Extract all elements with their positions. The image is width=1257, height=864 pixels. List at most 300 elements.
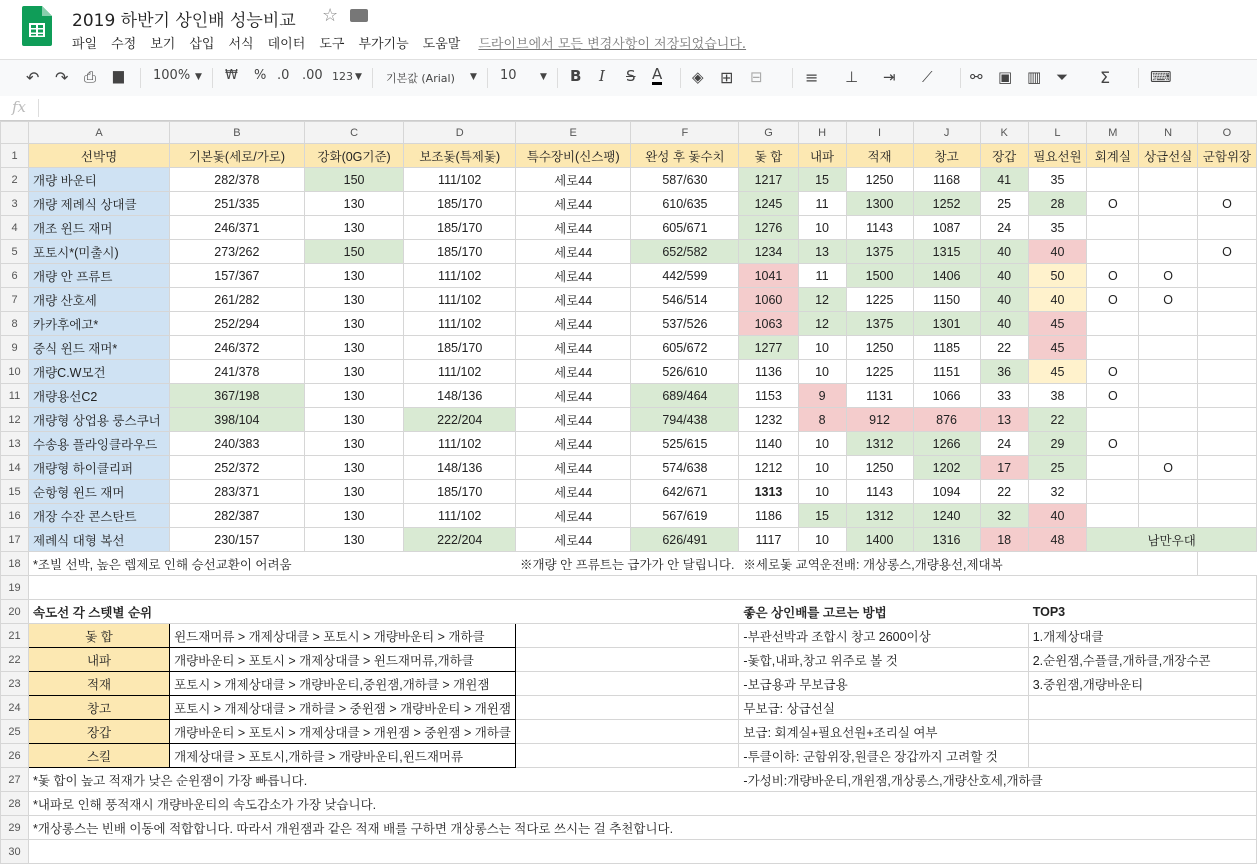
table-cell[interactable]: 282/387	[170, 504, 305, 528]
table-cell[interactable]: 세로44	[515, 168, 630, 192]
table-cell[interactable]: 세로44	[515, 432, 630, 456]
table-cell[interactable]	[515, 696, 738, 720]
header-cell[interactable]: 군함위장	[1197, 144, 1256, 168]
ranking-order[interactable]: 포토시 > 개제상대클 > 개량바운티,중윈잼,개하클 > 개윈잼	[170, 672, 516, 696]
table-cell[interactable]: 1066	[913, 384, 980, 408]
table-cell[interactable]: 15	[798, 504, 846, 528]
row-number[interactable]: 11	[1, 384, 29, 408]
table-cell[interactable]: 367/198	[170, 384, 305, 408]
table-cell[interactable]: 개량 산호세	[29, 288, 170, 312]
column-header[interactable]: H	[798, 122, 846, 144]
table-cell[interactable]: O	[1087, 384, 1139, 408]
table-cell[interactable]: 1406	[913, 264, 980, 288]
link-icon[interactable]: ⚯	[970, 68, 983, 86]
table-cell[interactable]: 610/635	[631, 192, 739, 216]
table-cell[interactable]: 150	[304, 240, 404, 264]
note-cell[interactable]: ※세로돛 교역운전배: 개상롱스,개량용선,제대복	[739, 552, 1198, 576]
table-cell[interactable]: 10	[798, 360, 846, 384]
table-cell[interactable]: 1225	[846, 360, 913, 384]
table-cell[interactable]: 240/383	[170, 432, 305, 456]
table-cell[interactable]: 185/170	[404, 192, 515, 216]
spreadsheet-grid[interactable]	[0, 121, 1257, 858]
table-cell[interactable]: 24	[980, 432, 1028, 456]
header-cell[interactable]: 선박명	[29, 144, 170, 168]
table-cell[interactable]: 222/204	[404, 528, 515, 552]
table-cell[interactable]	[1087, 216, 1139, 240]
header-cell[interactable]: 상급선실	[1139, 144, 1198, 168]
font-size-select[interactable]: 10	[500, 68, 517, 83]
table-cell[interactable]: 252/294	[170, 312, 305, 336]
table-cell[interactable]: 185/170	[404, 336, 515, 360]
table-cell[interactable]	[1087, 504, 1139, 528]
table-cell[interactable]: 22	[980, 480, 1028, 504]
header-cell[interactable]: 특수장비(신스팽)	[515, 144, 630, 168]
table-cell[interactable]: 574/638	[631, 456, 739, 480]
row-number[interactable]: 1	[1, 144, 29, 168]
filter-icon[interactable]: ⏷	[1056, 68, 1069, 86]
table-cell[interactable]: 130	[304, 312, 404, 336]
table-cell[interactable]: 246/371	[170, 216, 305, 240]
column-header[interactable]: N	[1139, 122, 1198, 144]
section-title[interactable]: TOP3	[1028, 600, 1256, 624]
row-number[interactable]: 20	[1, 600, 29, 624]
table-cell[interactable]: 개량형 상업용 룽스쿠너	[29, 408, 170, 432]
table-cell[interactable]: 세로44	[515, 312, 630, 336]
table-cell[interactable]: 185/170	[404, 480, 515, 504]
table-cell[interactable]: 642/671	[631, 480, 739, 504]
table-cell[interactable]: 33	[980, 384, 1028, 408]
top3-cell[interactable]: 1.개제상대클	[1028, 624, 1256, 648]
table-cell[interactable]: 1131	[846, 384, 913, 408]
increase-decimal-button[interactable]: .00	[302, 68, 323, 83]
table-cell[interactable]: 587/630	[631, 168, 739, 192]
note-cell[interactable]: *조빌 선박, 높은 렙제로 인해 승선교환이 어려움	[29, 552, 516, 576]
functions-icon[interactable]: Σ	[1100, 68, 1111, 87]
table-cell[interactable]: 626/491	[631, 528, 739, 552]
column-header[interactable]: D	[404, 122, 515, 144]
column-header[interactable]: M	[1087, 122, 1139, 144]
tip-cell[interactable]: 보급: 회계실+필요선원+조리실 여부	[739, 720, 1028, 744]
table-cell[interactable]: 중식 윈드 재머*	[29, 336, 170, 360]
table-cell[interactable]: 246/372	[170, 336, 305, 360]
table-cell[interactable]: 1312	[846, 504, 913, 528]
table-cell[interactable]: 251/335	[170, 192, 305, 216]
header-cell[interactable]: 장갑	[980, 144, 1028, 168]
column-header[interactable]: B	[170, 122, 305, 144]
table-cell[interactable]: 22	[980, 336, 1028, 360]
table-cell[interactable]: 40	[980, 240, 1028, 264]
header-cell[interactable]: 기본돛(세로/가로)	[170, 144, 305, 168]
table-cell[interactable]: 283/371	[170, 480, 305, 504]
table-cell[interactable]: 40	[1028, 240, 1087, 264]
row-number[interactable]: 30	[1, 840, 29, 864]
table-cell[interactable]: 29	[1028, 432, 1087, 456]
table-cell[interactable]: 1063	[739, 312, 798, 336]
menu-edit[interactable]: 수정	[111, 37, 137, 52]
paint-format-icon[interactable]: ▆	[113, 68, 124, 84]
row-number[interactable]: 9	[1, 336, 29, 360]
table-cell[interactable]: 1245	[739, 192, 798, 216]
table-cell[interactable]: 32	[1028, 480, 1087, 504]
row-number[interactable]: 22	[1, 648, 29, 672]
table-cell[interactable]: 111/102	[404, 504, 515, 528]
ranking-stat[interactable]: 돛 합	[29, 624, 170, 648]
table-cell[interactable]	[1197, 408, 1256, 432]
header-cell[interactable]: 내파	[798, 144, 846, 168]
table-cell[interactable]	[1139, 312, 1198, 336]
table-cell[interactable]: 수송용 플라잉클라우드	[29, 432, 170, 456]
table-cell[interactable]: 13	[980, 408, 1028, 432]
table-cell[interactable]: 1252	[913, 192, 980, 216]
row-number[interactable]: 19	[1, 576, 29, 600]
select-all-corner[interactable]	[1, 122, 29, 144]
redo-icon[interactable]: ↷	[55, 68, 69, 87]
table-cell[interactable]: 111/102	[404, 432, 515, 456]
table-cell[interactable]: 794/438	[631, 408, 739, 432]
table-cell[interactable]: 10	[798, 216, 846, 240]
table-cell[interactable]: 130	[304, 192, 404, 216]
table-cell[interactable]: 38	[1028, 384, 1087, 408]
table-cell[interactable]: 1094	[913, 480, 980, 504]
menu-insert[interactable]: 삽입	[189, 37, 215, 52]
table-cell[interactable]: 130	[304, 432, 404, 456]
table-cell[interactable]: 1143	[846, 216, 913, 240]
table-cell[interactable]: 241/378	[170, 360, 305, 384]
ranking-order[interactable]: 포토시 > 개제상대클 > 개하클 > 중윈잼 > 개량바운티 > 개윈잼	[170, 696, 516, 720]
table-cell[interactable]: O	[1087, 264, 1139, 288]
table-cell[interactable]: 222/204	[404, 408, 515, 432]
ranking-stat[interactable]: 스킬	[29, 744, 170, 768]
table-cell[interactable]: O	[1139, 456, 1198, 480]
table-cell[interactable]: 12	[798, 288, 846, 312]
header-cell[interactable]: 창고	[913, 144, 980, 168]
row-number[interactable]: 27	[1, 768, 29, 792]
table-cell[interactable]: 세로44	[515, 480, 630, 504]
table-cell[interactable]: 1276	[739, 216, 798, 240]
currency-button[interactable]: ₩	[225, 68, 238, 83]
table-cell[interactable]: 세로44	[515, 408, 630, 432]
table-cell[interactable]: 개량형 하이클리퍼	[29, 456, 170, 480]
column-header[interactable]: I	[846, 122, 913, 144]
table-cell[interactable]: 546/514	[631, 288, 739, 312]
table-cell[interactable]: O	[1087, 192, 1139, 216]
table-cell[interactable]: 526/610	[631, 360, 739, 384]
star-icon[interactable]: ☆	[322, 5, 339, 26]
table-cell[interactable]: 45	[1028, 312, 1087, 336]
table-cell[interactable]: 40	[980, 288, 1028, 312]
table-cell[interactable]: 45	[1028, 360, 1087, 384]
row-number[interactable]: 12	[1, 408, 29, 432]
save-status[interactable]: 드라이브에서 모든 변경사항이 저장되었습니다.	[478, 37, 747, 52]
table-cell[interactable]: 10	[798, 432, 846, 456]
row-number[interactable]: 2	[1, 168, 29, 192]
text-wrap-icon[interactable]: ⇥	[883, 68, 896, 86]
header-cell[interactable]: 돛 합	[739, 144, 798, 168]
table-cell[interactable]	[1197, 168, 1256, 192]
table-cell[interactable]: 세로44	[515, 528, 630, 552]
ranking-stat[interactable]: 장갑	[29, 720, 170, 744]
menu-help[interactable]: 도움말	[422, 37, 461, 52]
table-cell[interactable]: 41	[980, 168, 1028, 192]
tip-cell[interactable]: -돛합,내파,창고 위주로 볼 것	[739, 648, 1028, 672]
table-cell[interactable]: 148/136	[404, 456, 515, 480]
table-cell[interactable]: 45	[1028, 336, 1087, 360]
table-cell[interactable]: 세로44	[515, 456, 630, 480]
column-header[interactable]: L	[1028, 122, 1087, 144]
align-left-icon[interactable]: ≡	[805, 68, 819, 87]
table-cell[interactable]	[1197, 432, 1256, 456]
section-title[interactable]: 좋은 상인배를 고르는 방법	[739, 600, 1028, 624]
table-cell[interactable]: 15	[798, 168, 846, 192]
table-cell[interactable]: 130	[304, 288, 404, 312]
table-cell[interactable]	[1197, 384, 1256, 408]
table-cell[interactable]: 세로44	[515, 384, 630, 408]
table-cell[interactable]	[1139, 360, 1198, 384]
table-cell[interactable]	[515, 672, 738, 696]
zoom-select[interactable]: 100%	[153, 68, 191, 83]
row-number[interactable]: 4	[1, 216, 29, 240]
table-cell[interactable]	[29, 840, 1257, 864]
table-cell[interactable]: 10	[798, 336, 846, 360]
table-cell[interactable]: 1153	[739, 384, 798, 408]
table-cell[interactable]: 1117	[739, 528, 798, 552]
row-number[interactable]: 10	[1, 360, 29, 384]
table-cell[interactable]: 50	[1028, 264, 1087, 288]
table-cell[interactable]: 150	[304, 168, 404, 192]
table-cell[interactable]: 17	[980, 456, 1028, 480]
table-cell[interactable]: O	[1087, 288, 1139, 312]
table-cell[interactable]: 525/615	[631, 432, 739, 456]
table-cell[interactable]: 세로44	[515, 192, 630, 216]
table-cell[interactable]: 1400	[846, 528, 913, 552]
table-cell[interactable]: 25	[980, 192, 1028, 216]
table-cell[interactable]: 1041	[739, 264, 798, 288]
row-number[interactable]: 15	[1, 480, 29, 504]
table-cell[interactable]	[1139, 240, 1198, 264]
table-cell[interactable]: 1312	[846, 432, 913, 456]
table-cell[interactable]: 10	[798, 480, 846, 504]
chart-icon[interactable]: ▥	[1027, 68, 1042, 86]
table-cell[interactable]: 1300	[846, 192, 913, 216]
tip-cell[interactable]: -투클이하: 군함위장,원클은 장갑까지 고려할 것	[739, 744, 1028, 768]
table-cell[interactable]: 185/170	[404, 216, 515, 240]
table-cell[interactable]: 세로44	[515, 240, 630, 264]
table-cell[interactable]: 35	[1028, 168, 1087, 192]
table-cell[interactable]	[1087, 240, 1139, 264]
table-cell[interactable]	[1139, 480, 1198, 504]
table-cell[interactable]: 1217	[739, 168, 798, 192]
table-cell[interactable]: 개장 수잔 콘스탄트	[29, 504, 170, 528]
table-cell[interactable]: 1266	[913, 432, 980, 456]
table-cell[interactable]	[1139, 168, 1198, 192]
table-cell[interactable]	[1197, 504, 1256, 528]
row-number[interactable]: 25	[1, 720, 29, 744]
table-cell[interactable]	[515, 720, 738, 744]
table-cell[interactable]: 111/102	[404, 312, 515, 336]
table-cell[interactable]	[1139, 192, 1198, 216]
ranking-order[interactable]: 윈드재머류 > 개제상대클 > 포토시 > 개량바운티 > 개하클	[170, 624, 516, 648]
row-number[interactable]: 6	[1, 264, 29, 288]
table-cell[interactable]: 포토시*(미출시)	[29, 240, 170, 264]
table-cell[interactable]: 130	[304, 504, 404, 528]
header-cell[interactable]: 강화(0G기준)	[304, 144, 404, 168]
decrease-decimal-button[interactable]: .0	[277, 68, 290, 83]
table-cell[interactable]: 185/170	[404, 240, 515, 264]
table-cell[interactable]: 개량용선C2	[29, 384, 170, 408]
table-cell[interactable]: 8	[798, 408, 846, 432]
note-cell[interactable]: ※개량 안 프류트는 급가가 안 달립니다.	[515, 552, 738, 576]
table-cell[interactable]	[1197, 264, 1256, 288]
print-icon[interactable]: ⎙	[84, 68, 97, 86]
table-cell[interactable]	[1028, 720, 1256, 744]
row-number[interactable]: 23	[1, 672, 29, 696]
table-cell[interactable]: O	[1197, 192, 1256, 216]
table-cell[interactable]: 1232	[739, 408, 798, 432]
header-cell[interactable]: 보조돛(특제돛)	[404, 144, 515, 168]
table-cell[interactable]	[1197, 456, 1256, 480]
italic-button[interactable]: I	[599, 67, 605, 85]
table-cell[interactable]: 세로44	[515, 504, 630, 528]
table-cell[interactable]: 1140	[739, 432, 798, 456]
table-cell[interactable]: 1202	[913, 456, 980, 480]
merge-cells-icon[interactable]: ⊟	[750, 68, 763, 86]
header-cell[interactable]: 적재	[846, 144, 913, 168]
table-cell[interactable]	[1087, 456, 1139, 480]
table-cell[interactable]	[1139, 408, 1198, 432]
table-cell[interactable]: O	[1197, 240, 1256, 264]
row-number[interactable]: 29	[1, 816, 29, 840]
table-cell[interactable]: 689/464	[631, 384, 739, 408]
table-cell[interactable]: 111/102	[404, 360, 515, 384]
table-cell[interactable]	[29, 576, 1257, 600]
table-cell[interactable]: 1500	[846, 264, 913, 288]
table-cell[interactable]: 130	[304, 216, 404, 240]
table-cell[interactable]: 1168	[913, 168, 980, 192]
table-cell[interactable]: 40	[1028, 288, 1087, 312]
table-cell[interactable]: 1375	[846, 240, 913, 264]
menu-format[interactable]: 서식	[228, 37, 254, 52]
top3-cell[interactable]: 2.순윈잼,수플클,개하클,개장수콘	[1028, 648, 1256, 672]
row-number[interactable]: 24	[1, 696, 29, 720]
table-cell[interactable]: 130	[304, 528, 404, 552]
table-cell[interactable]: 157/367	[170, 264, 305, 288]
table-cell[interactable]: 1151	[913, 360, 980, 384]
table-cell[interactable]: 11	[798, 192, 846, 216]
ranking-stat[interactable]: 적재	[29, 672, 170, 696]
table-cell[interactable]: 130	[304, 360, 404, 384]
table-cell[interactable]: 1313	[739, 480, 798, 504]
table-cell[interactable]: 36	[980, 360, 1028, 384]
table-cell[interactable]: O	[1087, 432, 1139, 456]
table-cell[interactable]: 개량C.W모건	[29, 360, 170, 384]
table-cell[interactable]: 1225	[846, 288, 913, 312]
table-cell[interactable]	[1087, 408, 1139, 432]
table-cell[interactable]: 442/599	[631, 264, 739, 288]
table-cell[interactable]: 537/526	[631, 312, 739, 336]
table-cell[interactable]	[1139, 432, 1198, 456]
column-header[interactable]: E	[515, 122, 630, 144]
table-cell[interactable]	[1197, 360, 1256, 384]
table-cell[interactable]: 10	[798, 456, 846, 480]
note-cell[interactable]: *개상롱스는 빈배 이동에 적합합니다. 따라서 개윈잼과 같은 적재 배를 구하면 개상롱스는 적다로 쓰시는 걸 추천합니다.	[29, 816, 1257, 840]
undo-icon[interactable]: ↶	[26, 68, 40, 87]
row-number[interactable]: 16	[1, 504, 29, 528]
row-number[interactable]: 7	[1, 288, 29, 312]
table-cell[interactable]: 652/582	[631, 240, 739, 264]
table-cell[interactable]: 273/262	[170, 240, 305, 264]
table-cell[interactable]	[515, 648, 738, 672]
input-tools-icon[interactable]: ⌨	[1150, 68, 1172, 86]
text-rotate-icon[interactable]: ⟋	[922, 68, 933, 86]
column-header[interactable]: G	[739, 122, 798, 144]
table-cell[interactable]: 제례식 대형 복선	[29, 528, 170, 552]
row-number[interactable]: 5	[1, 240, 29, 264]
table-cell[interactable]	[1197, 480, 1256, 504]
table-cell[interactable]	[1197, 216, 1256, 240]
tip-cell[interactable]: 무보급: 상급선실	[739, 696, 1028, 720]
row-number[interactable]: 18	[1, 552, 29, 576]
table-cell[interactable]: 567/619	[631, 504, 739, 528]
table-cell[interactable]: 40	[980, 312, 1028, 336]
table-cell[interactable]	[515, 624, 738, 648]
table-cell[interactable]: 세로44	[515, 264, 630, 288]
table-cell[interactable]: 1060	[739, 288, 798, 312]
font-select[interactable]: 기본값 (Arial)	[386, 72, 455, 85]
table-cell[interactable]: 1240	[913, 504, 980, 528]
tip-cell[interactable]: -부관선박과 조합시 창고 2600이상	[739, 624, 1028, 648]
table-cell[interactable]	[515, 744, 738, 768]
menu-file[interactable]: 파일	[72, 37, 98, 52]
table-cell[interactable]: 130	[304, 264, 404, 288]
column-header[interactable]: F	[631, 122, 739, 144]
table-cell[interactable]: 1234	[739, 240, 798, 264]
menu-addons[interactable]: 부가기능	[358, 37, 409, 52]
table-cell[interactable]: 1150	[913, 288, 980, 312]
table-cell[interactable]: 세로44	[515, 216, 630, 240]
comment-icon[interactable]: ▣	[998, 68, 1013, 86]
ranking-stat[interactable]: 창고	[29, 696, 170, 720]
menu-view[interactable]: 보기	[150, 37, 176, 52]
column-header[interactable]: O	[1197, 122, 1256, 144]
row-number[interactable]: 8	[1, 312, 29, 336]
table-cell[interactable]: 11	[798, 264, 846, 288]
text-color-button[interactable]: A	[652, 65, 663, 83]
section-title[interactable]: 속도선 각 스텟별 순위	[29, 600, 739, 624]
table-cell[interactable]: 1375	[846, 312, 913, 336]
table-cell[interactable]: 1250	[846, 168, 913, 192]
ranking-order[interactable]: 개량바운티 > 포토시 > 개제상대클 > 개윈잼 > 중윈잼 > 개하클	[170, 720, 516, 744]
table-cell[interactable]: 282/378	[170, 168, 305, 192]
table-cell[interactable]	[1139, 504, 1198, 528]
column-header[interactable]: J	[913, 122, 980, 144]
table-cell[interactable]: 1136	[739, 360, 798, 384]
table-cell[interactable]: 24	[980, 216, 1028, 240]
table-cell[interactable]	[1197, 336, 1256, 360]
table-cell[interactable]	[1197, 312, 1256, 336]
ranking-order[interactable]: 개제상대클 > 포토시,개하클 > 개량바운티,윈드재머류	[170, 744, 516, 768]
table-cell[interactable]: 912	[846, 408, 913, 432]
table-cell[interactable]: 13	[798, 240, 846, 264]
table-cell[interactable]	[1028, 696, 1256, 720]
table-cell[interactable]: 28	[1028, 192, 1087, 216]
table-cell[interactable]: 세로44	[515, 288, 630, 312]
table-cell[interactable]	[1139, 384, 1198, 408]
table-cell[interactable]	[1197, 288, 1256, 312]
ranking-stat[interactable]: 내파	[29, 648, 170, 672]
row-number[interactable]: 28	[1, 792, 29, 816]
note-cell[interactable]: *내파로 인해 풍적재시 개량바운티의 속도감소가 가장 낮습니다.	[29, 792, 1257, 816]
vertical-align-icon[interactable]: ⊥	[845, 68, 859, 86]
